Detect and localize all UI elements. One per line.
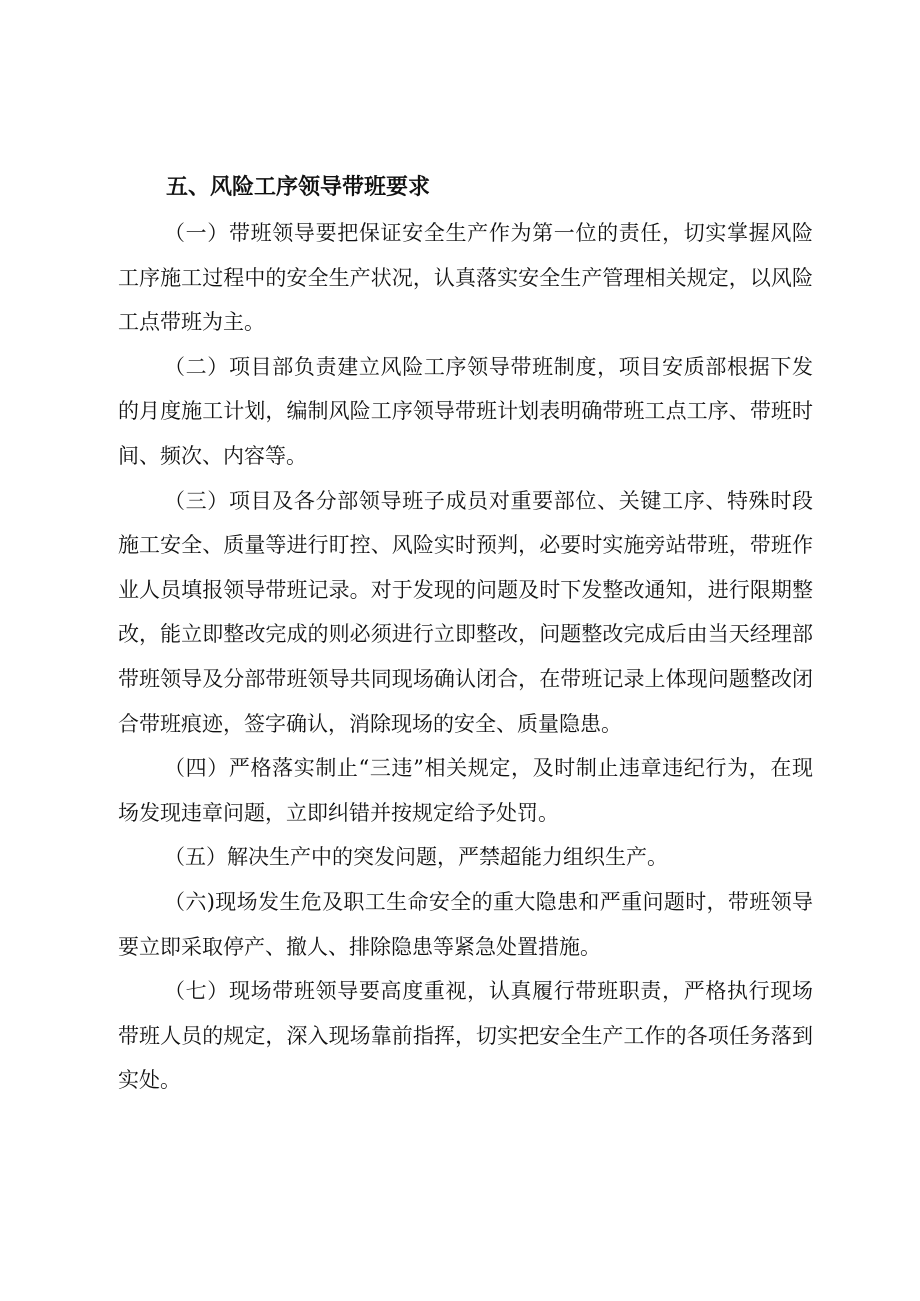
section-heading: 五、风险工序领导带班要求 (166, 175, 431, 200)
paragraph-5: （五）解决生产中的突发问题，严禁超能力组织生产。 (164, 845, 668, 870)
section-body (118, 211, 813, 1103)
paragraph-2: （二）项目部负责建立风险工序领导带班制度，项目安质部根据下发的月度施工计划，编制风险工序领导带班计划表明确带班工点工序、带班时间、频次、内容等。 (118, 354, 813, 468)
paragraph-1: （一）带班领导要把保证安全生产作为第一位的责任，切实掌握风险工序施工过程中的安全生产状况，认真落实安全生产管理相关规定，以风险工点带班为主。 (118, 221, 813, 335)
paragraph-3: （三）项目及各分部领导班子成员对重要部位、关键工序、特殊时段施工安全、质量等进行盯控、风险实时预判，必要时实施旁站带班，带班作业人员填报领导带班记录。对于发现的问题及时下发整改通知，进行限期整改，能立即整改完成的则必须进行立即整改，问题整改完成后由当天经理部带班领导及分部带班领导共同现场确认闭合，在带班记录上体现问题整改闭合带班痕迹，签字确认，消除现场的安全、质量隐患。 (118, 488, 813, 736)
paragraph-7: （七）现场带班领导要高度重视，认真履行带班职责，严格执行现场带班人员的规定，深入现场靠前指挥，切实把安全生产工作的各项任务落到实处。 (118, 979, 813, 1093)
paragraph-4: （四）严格落实制止“三违”相关规定，及时制止违章违纪行为，在现场发现违章问题，立即纠错并按规定给予处罚。 (118, 756, 813, 825)
paragraph-6: （六)现场发生危及职工生命安全的重大隐患和严重问题时，带班领导要立即采取停产、撤人、排除隐患等紧急处置措施。 (118, 889, 813, 959)
